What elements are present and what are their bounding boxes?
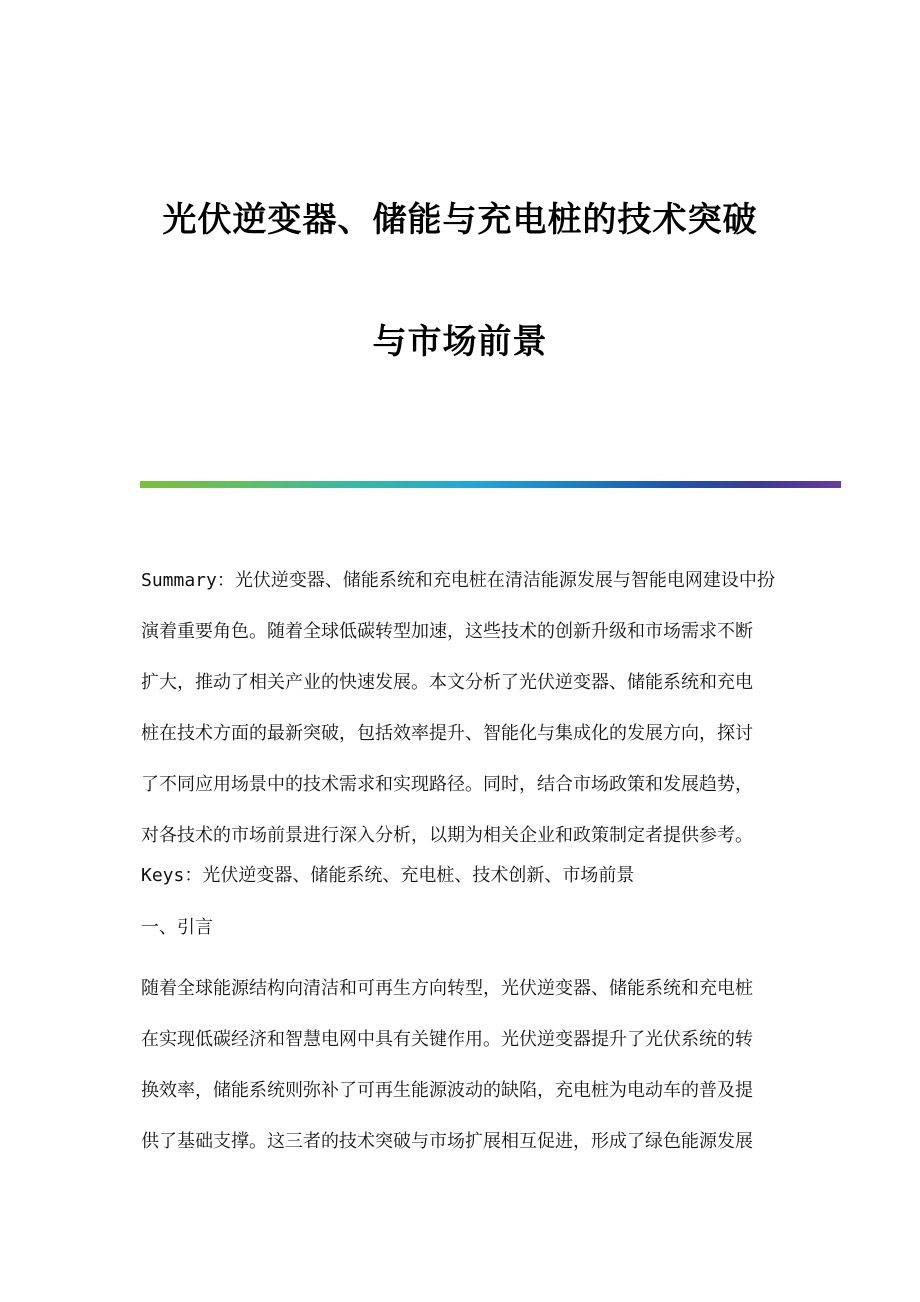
summary-line: 扩大，推动了相关产业的快速发展。本文分析了光伏逆变器、储能系统和充电: [141, 672, 753, 693]
section-heading-introduction: 一、引言: [141, 917, 213, 938]
keywords-line: Keys：光伏逆变器、储能系统、充电桩、技术创新、市场前景: [141, 865, 635, 886]
intro-line: 供了基础支撑。这三者的技术突破与市场扩展相互促进，形成了绿色能源发展: [141, 1131, 753, 1152]
summary-line: 对各技术的市场前景进行深入分析，以期为相关企业和政策制定者提供参考。: [141, 825, 753, 846]
gradient-divider: [140, 481, 841, 488]
intro-line: 在实现低碳经济和智慧电网中具有关键作用。光伏逆变器提升了光伏系统的转: [141, 1029, 753, 1050]
summary-line: 演着重要角色。随着全球低碳转型加速，这些技术的创新升级和市场需求不断: [141, 621, 753, 642]
intro-line: 随着全球能源结构向清洁和可再生方向转型，光伏逆变器、储能系统和充电桩: [141, 978, 753, 999]
intro-line: 换效率，储能系统则弥补了可再生能源波动的缺陷，充电桩为电动车的普及提: [141, 1080, 753, 1101]
introduction-paragraph: [141, 963, 781, 1167]
summary-line: 桩在技术方面的最新突破，包括效率提升、智能化与集成化的发展方向，探讨: [141, 723, 753, 744]
summary-line: Summary：光伏逆变器、储能系统和充电桩在清洁能源发展与智能电网建设中扮: [141, 570, 775, 591]
summary-paragraph: [141, 555, 781, 861]
document-title-line-2: 与市场前景: [372, 322, 548, 362]
document-title-line-1: 光伏逆变器、储能与充电桩的技术突破: [162, 200, 758, 240]
summary-line: 了不同应用场景中的技术需求和实现路径。同时，结合市场政策和发展趋势，: [141, 774, 753, 795]
